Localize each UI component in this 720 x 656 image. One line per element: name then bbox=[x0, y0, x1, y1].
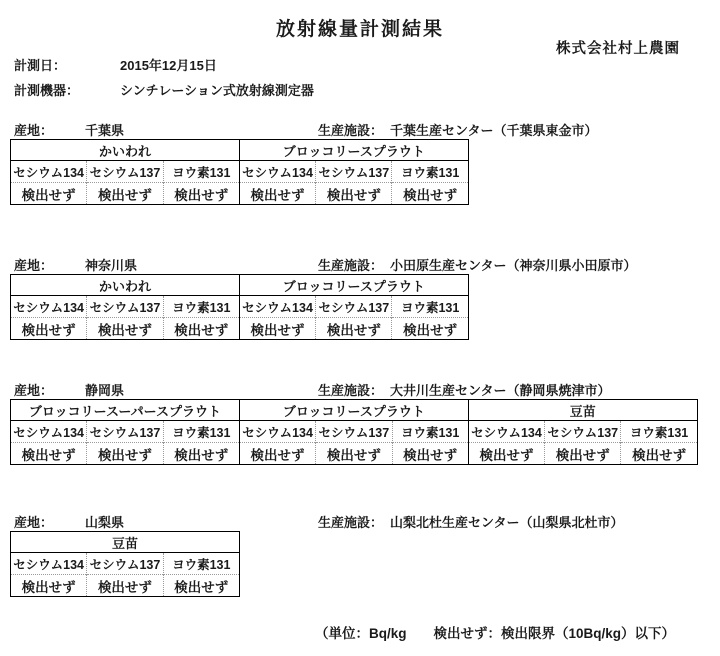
nuclide-header: セシウム137 bbox=[316, 421, 392, 443]
nuclide-header: セシウム137 bbox=[87, 161, 163, 183]
results-table bbox=[10, 531, 240, 597]
result-cell: 検出せず bbox=[316, 318, 392, 340]
facility-label: 生産施設： bbox=[318, 383, 384, 398]
product-name: 豆苗 bbox=[468, 400, 697, 421]
measurement-device-label: 計測機器： bbox=[14, 83, 80, 98]
facility-label: 生産施設： bbox=[318, 123, 384, 138]
measurement-date-row bbox=[14, 55, 704, 74]
results-table bbox=[10, 399, 698, 465]
nuclide-header: ヨウ素131 bbox=[163, 161, 239, 183]
facility-label: 生産施設： bbox=[318, 258, 384, 273]
result-cell: 検出せず bbox=[11, 183, 87, 205]
nuclide-header: セシウム134 bbox=[13, 425, 85, 440]
nuclide-header: ヨウ素131 bbox=[392, 421, 468, 443]
result-cell: 検出せず bbox=[392, 443, 468, 465]
result-cell: 検出せず bbox=[392, 183, 468, 205]
result-cell: 検出せず bbox=[392, 318, 468, 340]
facility-value: 山梨北杜生産センター（山梨県北杜市） bbox=[390, 515, 624, 530]
results-table bbox=[10, 139, 469, 205]
product-name: かいわれ bbox=[11, 140, 240, 161]
result-cell: 検出せず bbox=[163, 443, 239, 465]
result-cell: 検出せず bbox=[468, 443, 544, 465]
nuclide-header: ヨウ素131 bbox=[163, 421, 239, 443]
nuclide-header: セシウム134 bbox=[13, 557, 85, 572]
result-cell: 検出せず bbox=[11, 575, 87, 597]
product-name: ブロッコリースーパースプラウト bbox=[11, 400, 240, 421]
product-name: ブロッコリースプラウト bbox=[239, 400, 468, 421]
result-cell: 検出せず bbox=[316, 443, 392, 465]
result-cell: 検出せず bbox=[87, 575, 163, 597]
origin-label: 産地： bbox=[14, 515, 54, 530]
result-cell: 検出せず bbox=[11, 443, 87, 465]
result-cell: 検出せず bbox=[239, 183, 315, 205]
result-cell: 検出せず bbox=[545, 443, 621, 465]
nuclide-header: ヨウ素131 bbox=[392, 161, 468, 183]
origin-value: 山梨県 bbox=[85, 515, 125, 530]
result-cell: 検出せず bbox=[87, 183, 163, 205]
nuclide-header: ヨウ素131 bbox=[163, 553, 239, 575]
nuclide-header: セシウム137 bbox=[316, 296, 392, 318]
section-header bbox=[10, 255, 720, 273]
measurement-device-value: シンチレーション式放射線測定器 bbox=[120, 83, 314, 98]
nuclide-header: セシウム134 bbox=[239, 296, 315, 318]
nuclide-header: ヨウ素131 bbox=[392, 296, 468, 318]
nuclide-header: セシウム134 bbox=[239, 161, 315, 183]
company-name: 株式会社村上農園 bbox=[556, 41, 680, 57]
footnote: （単位：Bq/kg 検出せず：検出限界（10Bq/kg）以下） bbox=[315, 626, 676, 641]
nuclide-header: セシウム134 bbox=[468, 421, 544, 443]
origin-value: 静岡県 bbox=[85, 383, 125, 398]
measurement-device-row bbox=[14, 80, 704, 99]
origin-label: 産地： bbox=[14, 383, 54, 398]
measurement-date-label: 計測日： bbox=[14, 58, 67, 73]
result-cell: 検出せず bbox=[163, 183, 239, 205]
facility-value: 千葉生産センター（千葉県東金市） bbox=[390, 123, 598, 138]
result-cell: 検出せず bbox=[621, 443, 697, 465]
result-cell: 検出せず bbox=[11, 318, 87, 340]
result-cell: 検出せず bbox=[239, 443, 315, 465]
nuclide-header: セシウム137 bbox=[545, 421, 621, 443]
origin-label: 産地： bbox=[14, 258, 54, 273]
section-header bbox=[10, 380, 720, 398]
nuclide-header: セシウム137 bbox=[87, 296, 163, 318]
region-section bbox=[10, 380, 720, 500]
nuclide-header: ヨウ素131 bbox=[621, 421, 697, 443]
origin-value: 千葉県 bbox=[85, 123, 125, 138]
section-header bbox=[10, 120, 720, 138]
product-name: ブロッコリースプラウト bbox=[239, 140, 468, 161]
result-cell: 検出せず bbox=[87, 443, 163, 465]
product-name: 豆苗 bbox=[11, 532, 240, 553]
measurement-date-value: 2015年12月15日 bbox=[120, 58, 217, 73]
result-cell: 検出せず bbox=[87, 318, 163, 340]
product-name: かいわれ bbox=[11, 275, 240, 296]
result-cell: 検出せず bbox=[316, 183, 392, 205]
region-section bbox=[10, 255, 720, 375]
product-name: ブロッコリースプラウト bbox=[239, 275, 468, 296]
origin-label: 産地： bbox=[14, 123, 54, 138]
facility-label: 生産施設： bbox=[318, 515, 384, 530]
result-cell: 検出せず bbox=[163, 318, 239, 340]
nuclide-header: セシウム137 bbox=[87, 553, 163, 575]
result-cell: 検出せず bbox=[239, 318, 315, 340]
region-section bbox=[10, 512, 720, 632]
result-cell: 検出せず bbox=[163, 575, 239, 597]
nuclide-header: セシウム137 bbox=[87, 421, 163, 443]
page-title: 放射線量計測結果 bbox=[275, 19, 444, 40]
facility-value: 大井川生産センター（静岡県焼津市） bbox=[390, 383, 611, 398]
results-table bbox=[10, 274, 469, 340]
section-header bbox=[10, 512, 720, 530]
origin-value: 神奈川県 bbox=[85, 258, 138, 273]
nuclide-header: ヨウ素131 bbox=[163, 296, 239, 318]
nuclide-header: セシウム134 bbox=[13, 165, 85, 180]
nuclide-header: セシウム134 bbox=[13, 300, 85, 315]
facility-value: 小田原生産センター（神奈川県小田原市） bbox=[390, 258, 637, 273]
region-section bbox=[10, 120, 720, 240]
nuclide-header: セシウム134 bbox=[239, 421, 315, 443]
nuclide-header: セシウム137 bbox=[316, 161, 392, 183]
